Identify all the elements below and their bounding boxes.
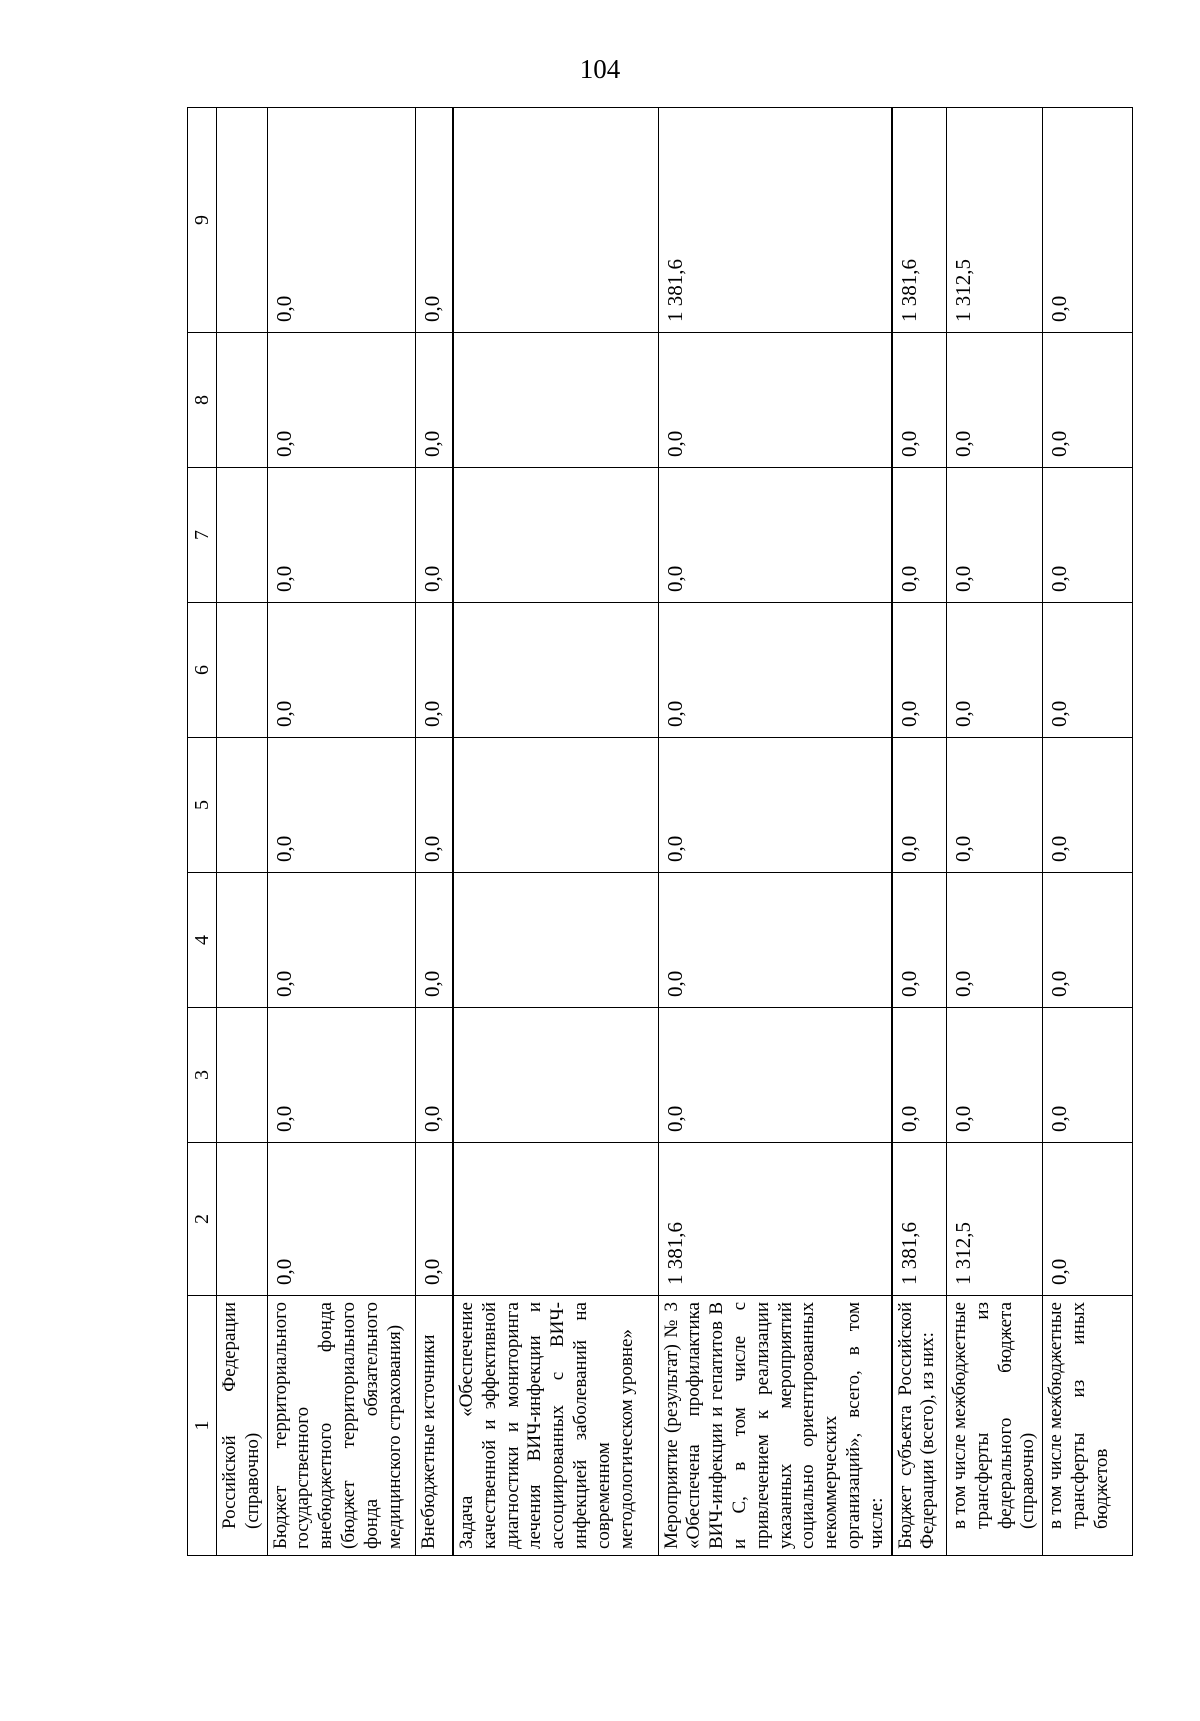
value-cell: 0,0 — [1043, 873, 1133, 1008]
value-cell — [217, 1143, 268, 1296]
value-cell: 0,0 — [892, 738, 947, 873]
header-cell: 9 — [188, 108, 217, 333]
value-cell — [453, 738, 658, 873]
value-cell: 0,0 — [267, 333, 415, 468]
value-cell — [217, 333, 268, 468]
value-cell: 0,0 — [658, 873, 891, 1008]
row-label: в том числе межбюджетные трансферты из иных бюджетов — [1043, 1296, 1133, 1556]
page-number: 104 — [579, 54, 621, 84]
header-cell: 1 — [188, 1296, 217, 1556]
value-cell: 0,0 — [415, 108, 453, 333]
value-cell: 0,0 — [947, 603, 1043, 738]
value-cell: 0,0 — [1043, 603, 1133, 738]
value-cell: 0,0 — [415, 333, 453, 468]
row-label: Мероприятие (результат) № 3 «Обеспечена профилактика ВИЧ-инфекции и гепатитов В и С, в том числе с привлечением к реализации указанных мероприятий социально ориентированных некоммерческих организаций», всего, в том числе: — [658, 1296, 891, 1556]
table-row — [453, 108, 658, 1556]
value-cell: 1 381,6 — [658, 108, 891, 333]
value-cell — [453, 468, 658, 603]
value-cell: 0,0 — [658, 333, 891, 468]
value-cell: 0,0 — [892, 333, 947, 468]
header-cell: 6 — [188, 603, 217, 738]
value-cell: 1 312,5 — [947, 108, 1043, 333]
value-cell — [453, 108, 658, 333]
header-cell: 5 — [188, 738, 217, 873]
value-cell: 0,0 — [892, 468, 947, 603]
value-cell: 0,0 — [947, 738, 1043, 873]
header-cell: 2 — [188, 1143, 217, 1296]
value-cell: 0,0 — [947, 333, 1043, 468]
value-cell: 0,0 — [1043, 468, 1133, 603]
header-cell: 7 — [188, 468, 217, 603]
value-cell: 0,0 — [1043, 108, 1133, 333]
value-cell: 0,0 — [1043, 738, 1133, 873]
value-cell — [453, 1008, 658, 1143]
value-cell: 0,0 — [267, 1143, 415, 1296]
value-cell: 0,0 — [415, 873, 453, 1008]
value-cell: 0,0 — [892, 873, 947, 1008]
table-row — [1043, 108, 1133, 1556]
value-cell: 1 381,6 — [658, 1143, 891, 1296]
value-cell — [217, 468, 268, 603]
value-cell: 0,0 — [658, 468, 891, 603]
value-cell: 0,0 — [892, 603, 947, 738]
value-cell: 0,0 — [267, 1008, 415, 1143]
header-row — [188, 108, 217, 1556]
value-cell: 0,0 — [658, 603, 891, 738]
row-label: Внебюджетные источники — [415, 1296, 453, 1556]
value-cell: 0,0 — [658, 738, 891, 873]
value-cell: 0,0 — [267, 468, 415, 603]
row-label: Задача «Обеспечение качественной и эффективной диагностики и мониторинга лечения ВИЧ-инфекции и ассоциированных с ВИЧ-инфекцией заболеваний на современном методологическом уровне» — [453, 1296, 658, 1556]
table-row — [267, 108, 415, 1556]
value-cell: 0,0 — [267, 873, 415, 1008]
budget-table — [187, 107, 1133, 1556]
value-cell — [453, 873, 658, 1008]
row-label: Российской Федерации (справочно) — [217, 1296, 268, 1556]
value-cell: 1 381,6 — [892, 108, 947, 333]
budget-table-rotated — [187, 108, 1112, 1556]
value-cell: 0,0 — [1043, 1008, 1133, 1143]
value-cell: 1 381,6 — [892, 1143, 947, 1296]
table-row — [947, 108, 1043, 1556]
value-cell: 0,0 — [415, 738, 453, 873]
value-cell: 1 312,5 — [947, 1143, 1043, 1296]
value-cell — [453, 333, 658, 468]
value-cell: 0,0 — [415, 1008, 453, 1143]
table-row — [217, 108, 268, 1556]
table-row — [892, 108, 947, 1556]
header-cell: 8 — [188, 333, 217, 468]
value-cell — [217, 873, 268, 1008]
value-cell: 0,0 — [267, 603, 415, 738]
value-cell: 0,0 — [947, 1008, 1043, 1143]
value-cell: 0,0 — [415, 603, 453, 738]
value-cell: 0,0 — [947, 873, 1043, 1008]
value-cell — [453, 1143, 658, 1296]
value-cell — [453, 603, 658, 738]
header-cell: 4 — [188, 873, 217, 1008]
table-row — [658, 108, 891, 1556]
value-cell: 0,0 — [947, 468, 1043, 603]
value-cell — [217, 603, 268, 738]
header-cell: 3 — [188, 1008, 217, 1143]
row-label: Бюджет субъекта Российской Федерации (всего), из них: — [892, 1296, 947, 1556]
value-cell — [217, 108, 268, 333]
row-label: в том числе межбюджетные трансферты из федерального бюджета (справочно) — [947, 1296, 1043, 1556]
value-cell: 0,0 — [658, 1008, 891, 1143]
value-cell: 0,0 — [1043, 333, 1133, 468]
value-cell: 0,0 — [1043, 1143, 1133, 1296]
value-cell: 0,0 — [267, 108, 415, 333]
value-cell: 0,0 — [267, 738, 415, 873]
value-cell: 0,0 — [892, 1008, 947, 1143]
row-label: Бюджет территориального государственного внебюджетного фонда (бюджет территориального фонда обязательного медицинского страхования) — [267, 1296, 415, 1556]
value-cell — [217, 738, 268, 873]
value-cell: 0,0 — [415, 468, 453, 603]
value-cell: 0,0 — [415, 1143, 453, 1296]
table-row — [415, 108, 453, 1556]
value-cell — [217, 1008, 268, 1143]
